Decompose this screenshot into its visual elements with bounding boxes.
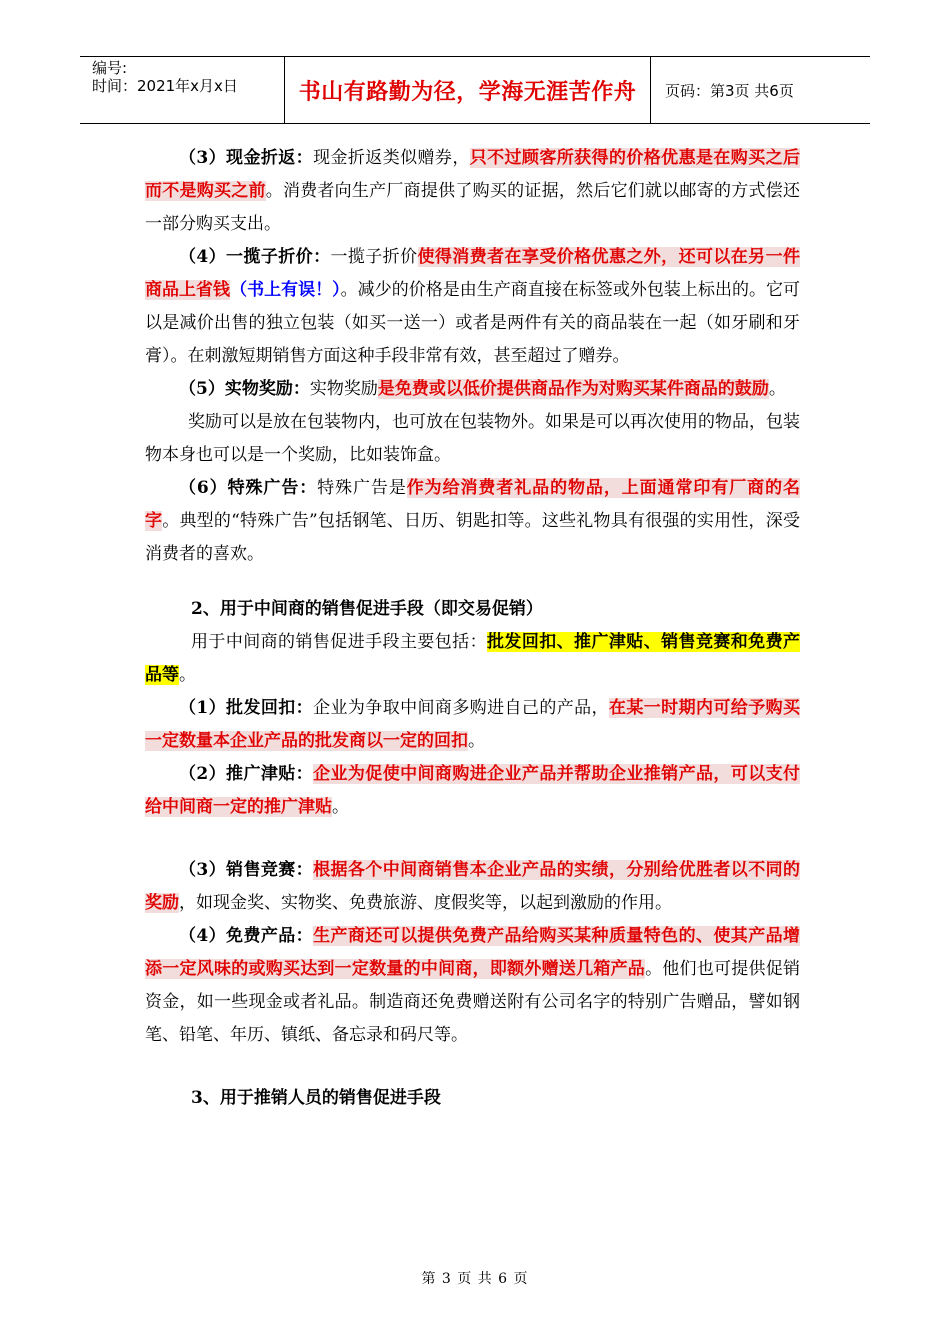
spacer	[145, 1052, 800, 1082]
body-text: 。典型的“特殊广告”包括钢笔、日历、钥匙扣等。这些礼物具有很强的实用性，深受消费者的喜欢。	[145, 511, 800, 564]
page-footer: 第 3 页 共 6 页	[421, 1271, 529, 1287]
body-text: 。	[332, 797, 349, 817]
paragraph-free-goods	[145, 920, 800, 1052]
document-body	[145, 142, 800, 1115]
body-text: 企业为争取中间商多购进自己的产品，	[313, 698, 609, 718]
item-lead: （1）批发回扣：	[179, 698, 314, 718]
body-text: 。	[468, 731, 485, 751]
spacer	[145, 824, 800, 854]
body-text: ，如现金奖、实物奖、免费旅游、度假奖等，以起到激励的作用。	[179, 893, 672, 913]
highlight-red: 使得消费者在享受价格优惠之外，还可以在另一件商品上省钱	[145, 247, 800, 300]
header-page-code: 页码：第3页 共6页	[665, 81, 794, 100]
item-lead: （6）特殊广告：	[179, 478, 318, 498]
highlight-red: 在某一时期内可给予购买一定数量本企业产品的批发商以一定的回扣	[145, 698, 800, 751]
page-header	[80, 56, 870, 124]
item-lead: （5）实物奖励：	[179, 379, 310, 399]
body-text: 一揽子折价	[330, 247, 418, 267]
spacer	[145, 571, 800, 593]
body-text: 。	[768, 379, 786, 399]
highlight-red: 根据各个中间商销售本企业产品的实绩，分别给优胜者以不同的奖励	[145, 860, 800, 913]
paragraph-sales-contest	[145, 854, 800, 920]
paragraph-specialty-advertising	[145, 472, 800, 571]
item-lead: （3）销售竞赛：	[179, 860, 314, 880]
highlight-red: 企业为促使中间商购进企业产品并帮助企业推销产品，可以支付给中间商一定的推广津贴	[145, 764, 800, 817]
document-number-label: 编号:	[92, 59, 128, 77]
header-meta	[80, 57, 285, 123]
body-text: 。减少的价格是由生产商直接在标签或外包装上标出的。它可以是减价出售的独立包装（如买一送一）或者是两件有关的商品装在一起（如牙刷和牙膏）。在刺激短期销售方面这种手段非常有效，甚至超过了赠券。	[145, 280, 801, 366]
body-text: 。消费者向生产厂商提供了购买的证据，然后它们就以邮寄的方式偿还一部分购买支出。	[145, 181, 800, 234]
highlight-red: 是免费或以低价提供商品作为对购买某件商品的鼓励	[377, 379, 769, 399]
highlight-yellow: 批发回扣、推广津贴、销售竞赛和免费产品等	[145, 632, 800, 685]
highlight-red: 只不过顾客所获得的价格优惠是在购买之后而不是购买之前	[145, 148, 800, 201]
highlight-red: 生产商还可以提供免费产品给购买某种质量特色的、使其产品增添一定风味的或购买达到一定数量的中间商，即额外赠送几箱产品	[145, 926, 800, 979]
paragraph-bundle-discount	[145, 241, 800, 373]
note-blue: （书上有误！）	[230, 280, 341, 300]
document-time-label: 时间：2021年x月x日	[92, 77, 238, 95]
paragraph-premium-reward	[145, 373, 800, 406]
item-lead: （4）免费产品：	[179, 926, 314, 946]
paragraph-cash-rebate	[145, 142, 800, 241]
body-text: 奖励可以是放在包装物内，也可放在包装物外。如果是可以再次使用的物品，包装物本身也可以是一个奖励，比如装饰盒。	[145, 412, 800, 465]
body-text: 现金折返类似赠券，	[313, 148, 470, 168]
paragraph-trade-summary	[145, 626, 800, 692]
item-lead: （4）一揽子折价：	[179, 247, 331, 267]
body-text: 。他们也可提供促销资金，如一些现金或者礼品。制造商还免费赠送附有公司名字的特别广告赠品，譬如钢笔、铅笔、年历、镇纸、备忘录和码尺等。	[145, 959, 801, 1045]
paragraph-reward-packaging	[145, 406, 800, 472]
paragraph-promotion-allowance	[145, 758, 800, 824]
body-text: 用于中间商的销售促进手段主要包括：	[191, 632, 487, 652]
paragraph-wholesale-rebate	[145, 692, 800, 758]
body-text: 实物奖励	[309, 379, 378, 399]
body-text: 特殊广告是	[317, 478, 407, 498]
section-heading-trade-promotion: 2、用于中间商的销售促进手段（即交易促销）	[191, 599, 543, 619]
header-motto: 书山有路勤为径，学海无涯苦作舟	[285, 57, 651, 123]
item-lead: （2）推广津贴：	[179, 764, 314, 784]
section-heading-salesforce-promotion: 3、用于推销人员的销售促进手段	[191, 1088, 441, 1108]
highlight-red: 作为给消费者礼品的物品，上面通常印有厂商的名字	[145, 478, 801, 531]
body-text: 。	[179, 665, 196, 685]
item-lead: （3）现金折返：	[179, 148, 314, 168]
